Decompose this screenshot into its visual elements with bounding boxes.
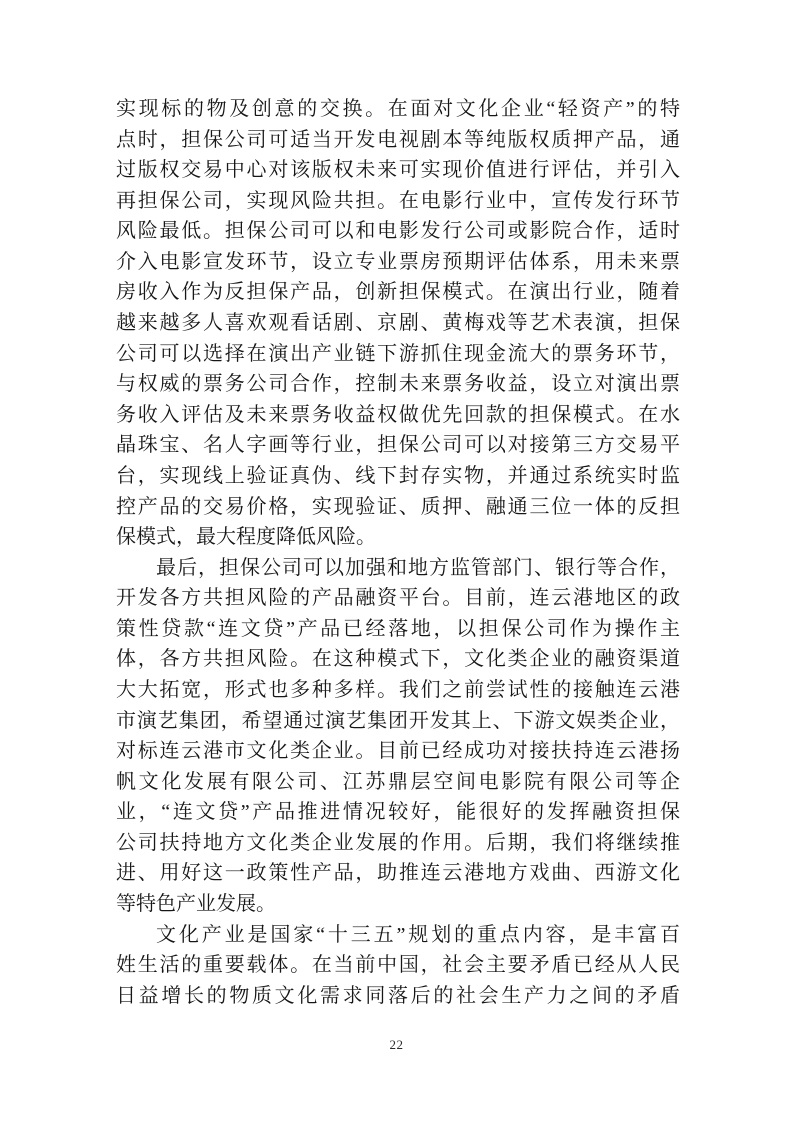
text-line: 风险最低。担保公司可以和电影发行公司或影院合作，适时 [116,220,680,243]
text-line: 与权威的票务公司合作，控制未来票务收益，设立对演出票 [116,373,680,396]
text-line: 市演艺集团，希望通过演艺集团开发其上、下游文娱类企业， [116,709,680,732]
page-number: 22 [389,1037,404,1052]
paragraph [116,94,680,553]
paragraph [116,553,680,920]
text-line: 过版权交易中心对该版权未来可实现价值进行评估，并引入 [116,159,680,182]
text-line: 等特色产业发展。 [116,893,276,916]
text-line: 实现标的物及创意的交换。在面对文化企业“轻资产”的特 [116,98,680,120]
text-line: 开发各方共担风险的产品融资平台。目前，连云港地区的政 [116,587,680,610]
text-line: 越来越多人喜欢观看话剧、京剧、黄梅戏等艺术表演，担保 [116,312,680,335]
text-line: 保模式，最大程度降低风险。 [116,526,376,549]
text-line: 大大拓宽，形式也多种多样。我们之前尝试性的接触连云港 [116,678,680,701]
text-line: 房收入作为反担保产品，创新担保模式。在演出行业，随着 [116,281,680,304]
text-line: 策性贷款“连文贷”产品已经落地，以担保公司作为操作主 [116,617,680,640]
text-line: 姓生活的重要载体。在当前中国，社会主要矛盾已经从人民 [116,954,680,977]
paragraph [116,920,680,1012]
text-line: 日益增长的物质文化需求同落后的社会生产力之间的矛盾 [116,984,680,1007]
text-line: 点时，担保公司可适当开发电视剧本等纯版权质押产品，通 [116,128,680,151]
text-line: 公司可以选择在演出产业链下游抓住现金流大的票务环节， [116,342,680,365]
text-line: 台，实现线上验证真伪、线下封存实物，并通过系统实时监 [116,464,680,487]
text-line: 对标连云港市文化类企业。目前已经成功对接扶持连云港扬 [116,740,680,763]
document-body [116,94,680,1011]
text-line: 公司扶持地方文化类企业发展的作用。后期，我们将继续推 [116,831,680,854]
text-line: 业，“连文贷”产品推进情况较好，能很好的发挥融资担保 [116,801,680,824]
text-line: 进、用好这一政策性产品，助推连云港地方戏曲、西游文化 [116,862,680,885]
text-line: 务收入评估及未来票务收益权做优先回款的担保模式。在水 [116,403,680,426]
text-line: 帆文化发展有限公司、江苏鼎层空间电影院有限公司等企 [116,770,680,793]
text-line: 体，各方共担风险。在这种模式下，文化类企业的融资渠道 [116,648,680,671]
text-line: 介入电影宣发环节，设立专业票房预期评估体系，用未来票 [116,250,680,273]
page-footer [0,1036,793,1054]
text-line: 再担保公司，实现风险共担。在电影行业中，宣传发行环节 [116,189,680,212]
text-line: 最后，担保公司可以加强和地方监管部门、银行等合作， [156,556,680,579]
text-line: 文化产业是国家“十三五”规划的重点内容，是丰富百 [156,923,680,946]
text-line: 控产品的交易价格，实现验证、质押、融通三位一体的反担 [116,495,680,518]
text-line: 晶珠宝、名人字画等行业，担保公司可以对接第三方交易平 [116,434,680,457]
